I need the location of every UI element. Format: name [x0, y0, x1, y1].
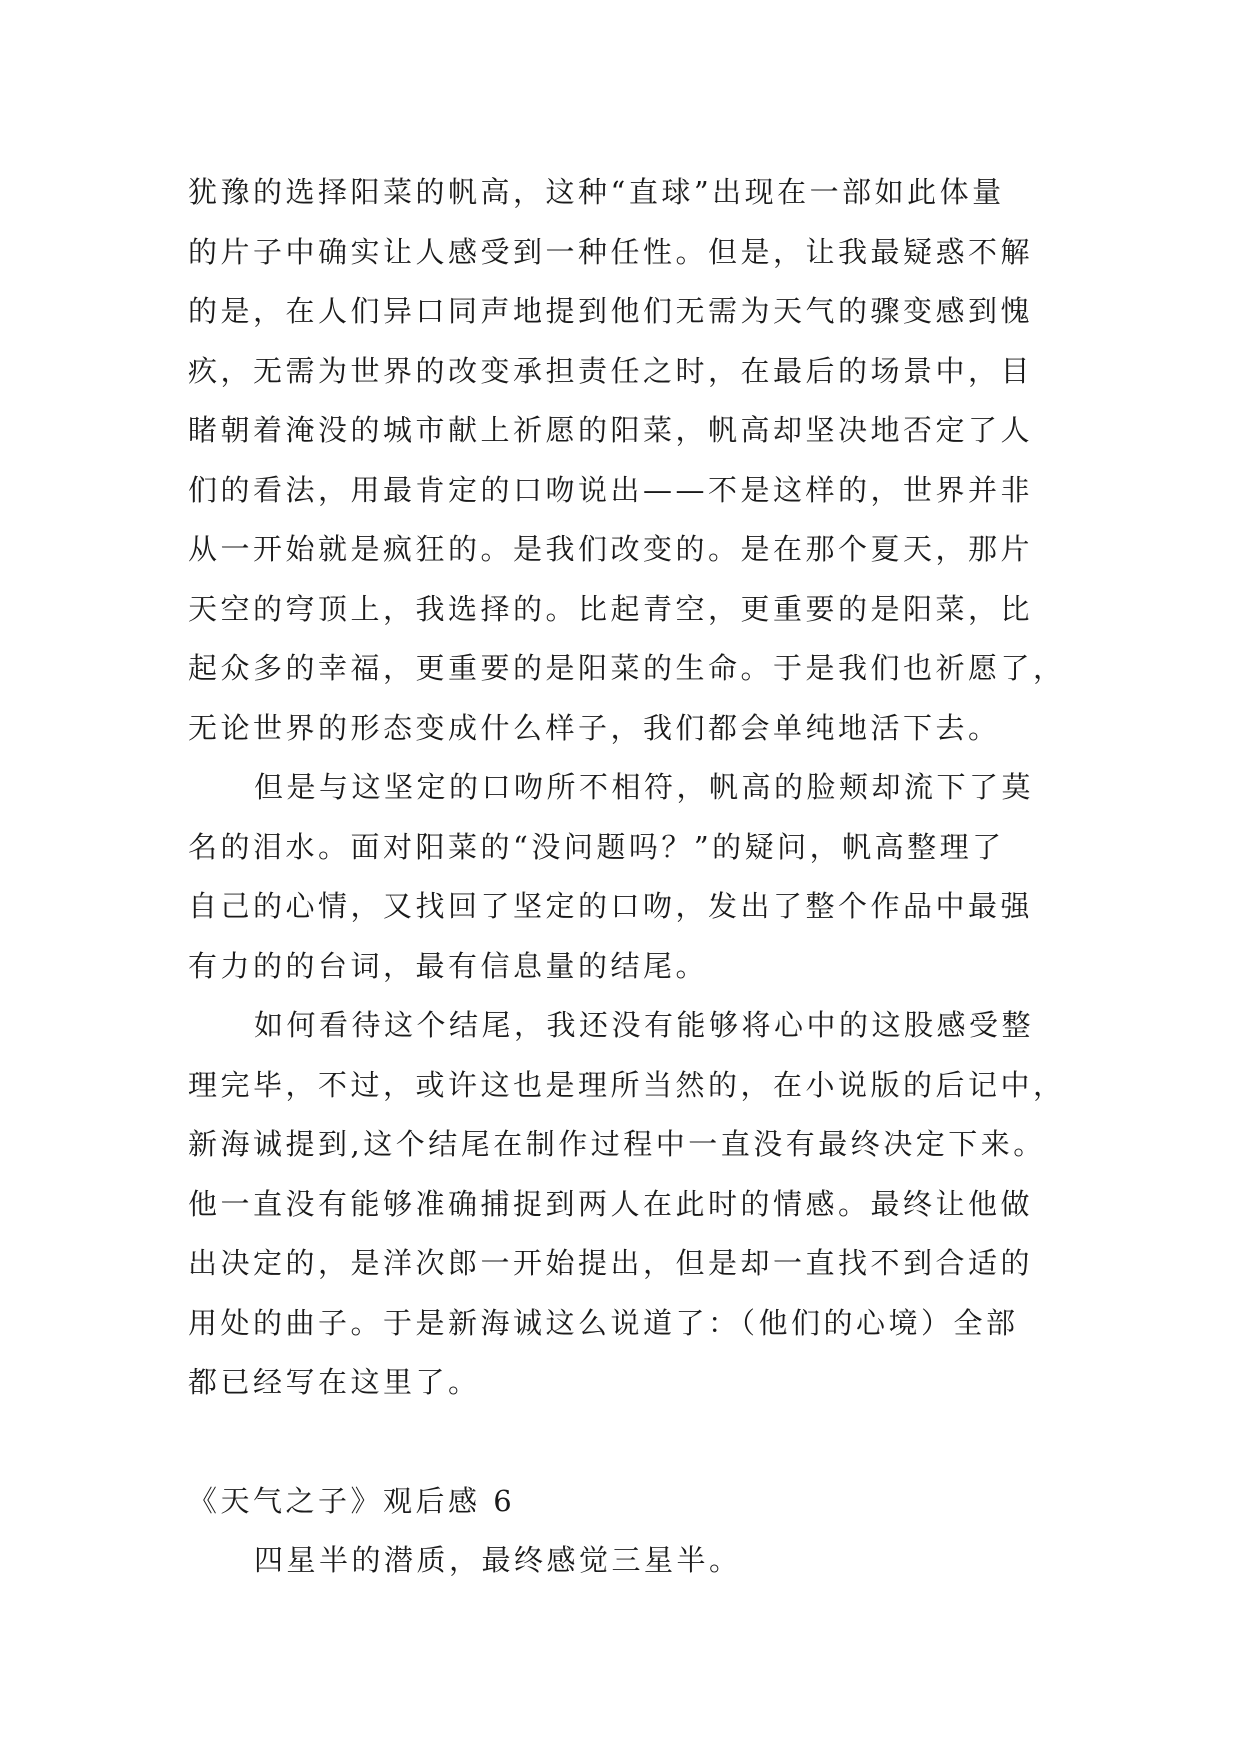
text-line: 天空的穹顶上，我选择的。比起青空，更重要的是阳菜，比 — [188, 591, 1034, 626]
text-line: 如何看待这个结尾，我还没有能够将心中的这股感受整 — [254, 1008, 1035, 1042]
text-line: 的是，在人们异口同声地提到他们无需为天气的骤变感到愧 — [188, 294, 1034, 328]
text-line: 他一直没有能够准确捕捉到两人在此时的情感。最终让他做 — [188, 1186, 1034, 1221]
text-line: 出决定的，是洋次郎一开始提出，但是却一直找不到合适的 — [188, 1246, 1034, 1280]
section-first-line: 四星半的潜质，最终感觉三星半。 — [254, 1543, 742, 1577]
paragraph-3 — [188, 996, 1066, 1413]
text-line: 的片子中确实让人感受到一种任性。但是，让我最疑惑不解 — [188, 234, 1034, 269]
text-line: 新海诚提到,这个结尾在制作过程中一直没有最终决定下来。 — [188, 1127, 1046, 1161]
text-line: 但是与这坚定的口吻所不相符，帆高的脸颊却流下了莫 — [254, 770, 1035, 804]
text-line: 疚，无需为世界的改变承担责任之时，在最后的场景中，目 — [188, 353, 1034, 388]
paragraph-2 — [188, 758, 1058, 996]
text-line: 犹豫的选择阳菜的帆高，这种“直球”出现在一部如此体量 — [188, 175, 1005, 209]
text-line: 睹朝着淹没的城市献上祈愿的阳菜，帆高却坚决地否定了人 — [188, 413, 1034, 447]
document-body — [188, 163, 1066, 1591]
text-line: 有力的的台词，最有信息量的结尾。 — [188, 948, 709, 983]
text-line: 自己的心情，又找回了坚定的口吻，发出了整个作品中最强 — [188, 889, 1034, 923]
text-line: 起众多的幸福，更重要的是阳菜的生命。于是我们也祈愿了， — [188, 651, 1066, 685]
text-line: 们的看法，用最肯定的口吻说出——不是这样的，世界并非 — [188, 472, 1034, 507]
text-line: 理完毕，不过，或许这也是理所当然的，在小说版的后记中， — [188, 1067, 1066, 1102]
text-line: 从一开始就是疯狂的。是我们改变的。是在那个夏天，那片 — [188, 532, 1034, 566]
text-line: 用处的曲子。于是新海诚这么说道了：（他们的心境）全部 — [188, 1305, 1019, 1340]
paragraph-1 — [188, 163, 1066, 758]
section-heading: 《天气之子》观后感 6 — [188, 1483, 516, 1518]
text-line: 都已经写在这里了。 — [188, 1365, 481, 1399]
text-line: 名的泪水。面对阳菜的“没问题吗？”的疑问，帆高整理了 — [188, 829, 1005, 864]
text-line: 无论世界的形态变成什么样子，我们都会单纯地活下去。 — [188, 710, 1001, 745]
